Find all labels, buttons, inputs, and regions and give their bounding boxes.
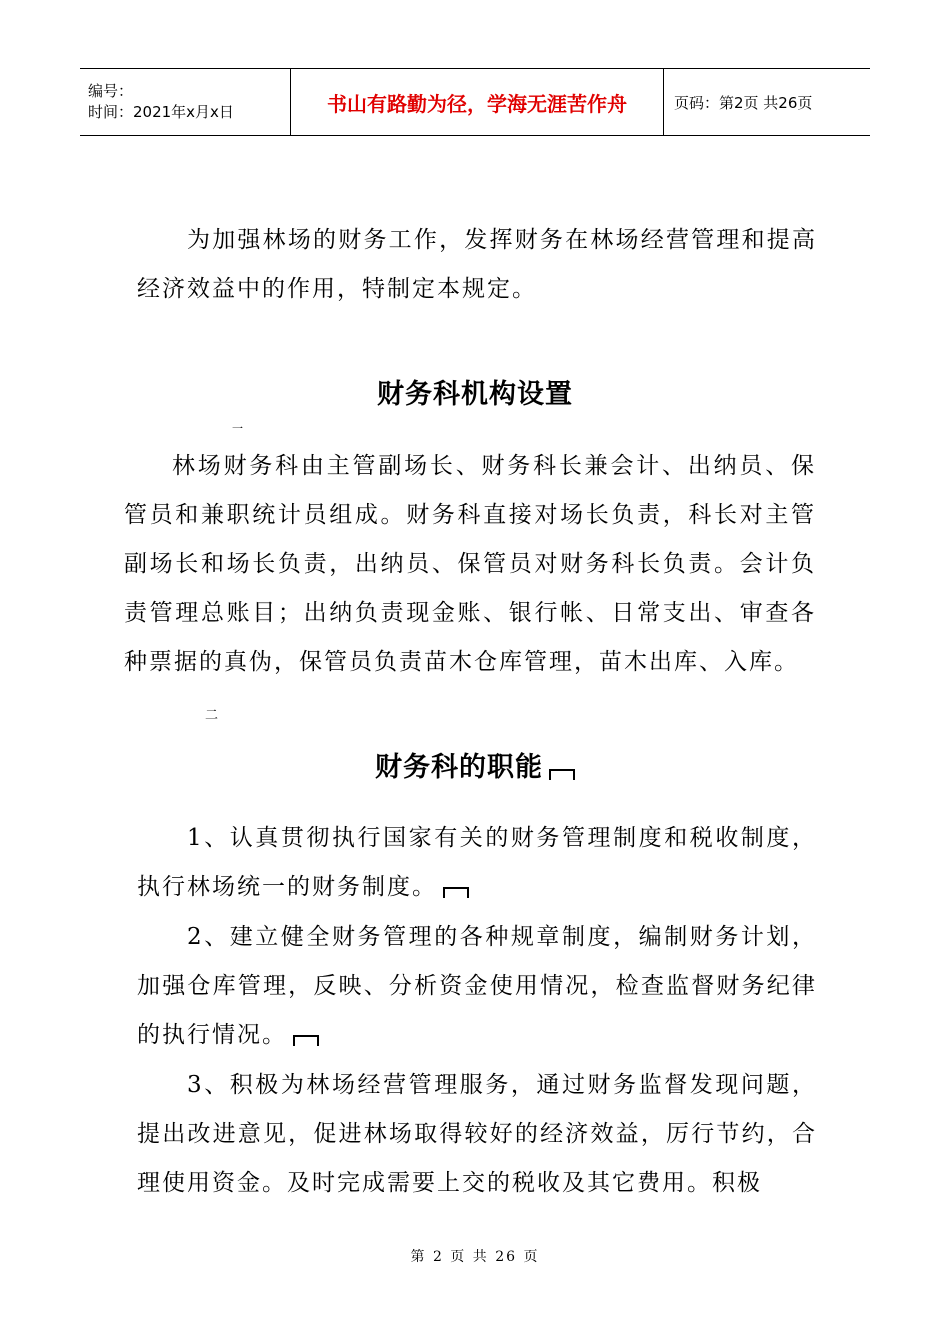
header-page-info: 页码：第2页 共26页 xyxy=(674,93,813,112)
function-item-2 xyxy=(137,913,817,1060)
section-title-functions-text: 财务科的职能 xyxy=(375,752,543,783)
function-item-1 xyxy=(137,814,817,912)
document-header xyxy=(80,68,870,136)
number-label: 编号： xyxy=(88,82,134,100)
bracket-mark xyxy=(443,887,469,898)
intro-paragraph: 为加强林场的财务工作，发挥财务在林场经营管理和提高经济效益中的作用，特制定本规定。 xyxy=(137,227,817,302)
function-item-3: 3、积极为林场经营管理服务，通过财务监督发现问题，提出改进意见，促进林场取得较好的经济效益，厉行节约，合理使用资金。及时完成需要上交的税收及其它费用。积极 xyxy=(137,1072,817,1196)
section-mark-two: 二 xyxy=(205,708,219,723)
page-footer: 第 2 页 共 26 页 xyxy=(410,1249,540,1265)
function-item-2-text: 2、建立健全财务管理的各种规章制度，编制财务计划，加强仓库管理，反映、分析资金使用情况，检查监督财务纪律的执行情况。 xyxy=(137,924,817,1048)
structure-paragraph: 林场财务科由主管副场长、财务科长兼会计、出纳员、保管员和兼职统计员组成。财务科直接对场长负责，科长对主管副场长和场长负责，出纳员、保管员对财务科长负责。会计负责管理总账目；出纳负责现金账、银行帐、日常支出、审查各种票据的真伪，保管员负责苗木仓库管理，苗木出库、入库。 xyxy=(124,453,816,675)
header-motto: 书山有路勤为径，学海无涯苦作舟 xyxy=(291,69,664,136)
bracket-mark xyxy=(549,769,575,780)
header-meta xyxy=(80,69,291,136)
date-line: 时间：2021年x月x日 xyxy=(88,103,234,121)
function-item-1-text: 1、认真贯彻执行国家有关的财务管理制度和税收制度，执行林场统一的财务制度。 xyxy=(137,825,817,900)
section-title-functions xyxy=(0,745,950,784)
section-mark-one: 一 xyxy=(232,422,243,435)
section-title-structure: 财务科机构设置 xyxy=(377,379,573,410)
bracket-mark xyxy=(293,1035,319,1046)
